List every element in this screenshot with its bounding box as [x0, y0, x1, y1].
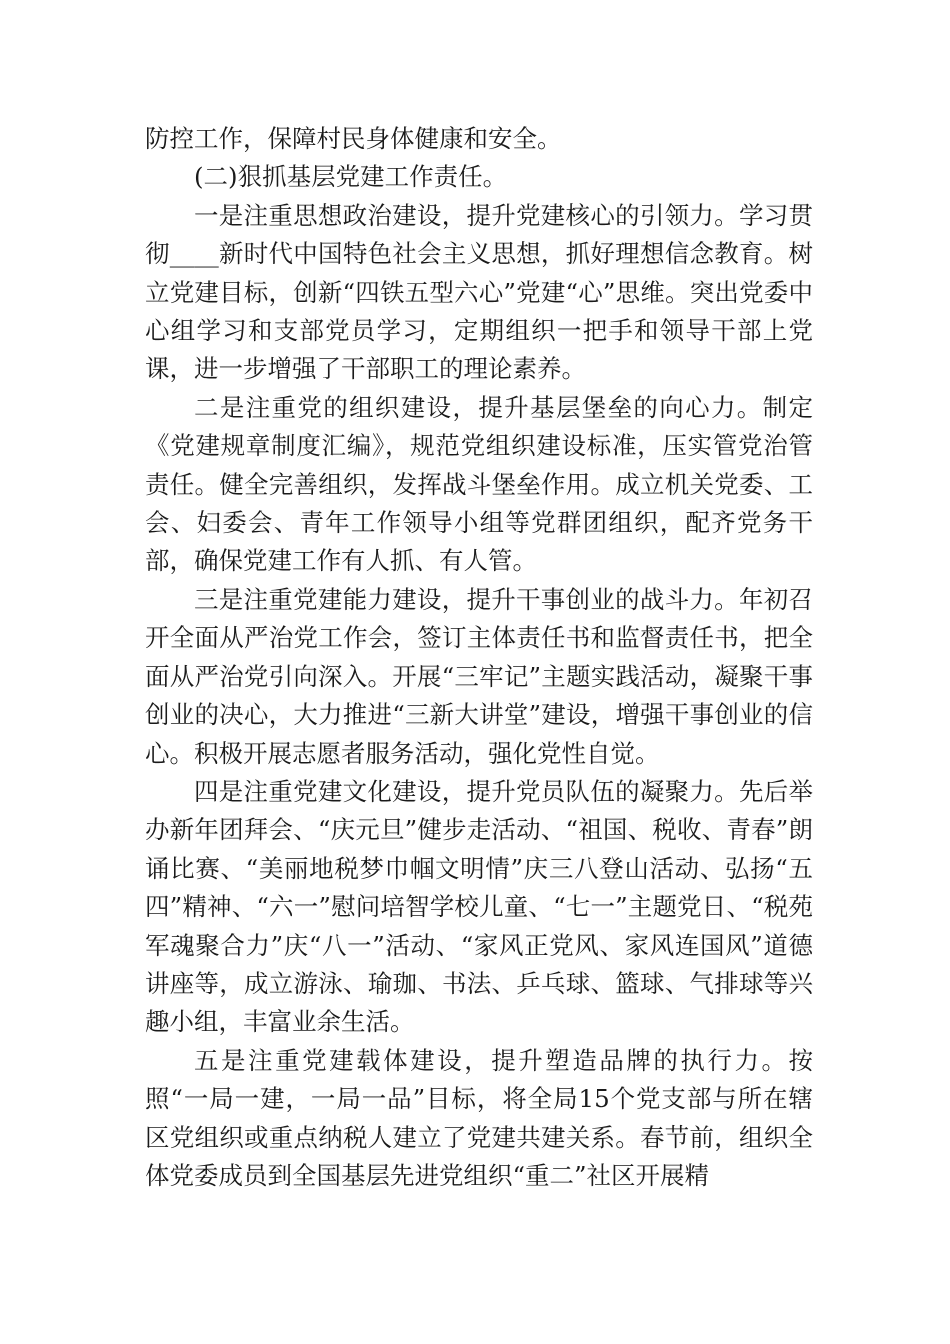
- paragraph-continuation: 防控工作，保障村民身体健康和安全。: [145, 124, 562, 153]
- paragraph-carrier-construction: 五是注重党建载体建设，提升塑造品牌的执行力。按照“一局一建，一局一品”目标，将全局15个党支部与所在辖区党组织或重点纳税人建立了党建共建关系。春节前，组织全体党委成员到全国基层先进党组织“重二”社区开展精: [145, 1045, 813, 1190]
- paragraph-capability-construction: 三是注重党建能力建设，提升干事创业的战斗力。年初召开全面从严治党工作会，签订主体责任书和监督责任书，把全面从严治党引向深入。开展“三牢记”主题实践活动，凝聚干事创业的决心，大力推进“三新大讲堂”建设，增强干事创业的信心。积极开展志愿者服务活动，强化党性自觉。: [145, 584, 813, 768]
- paragraph-political-construction: 一是注重思想政治建设，提升党建核心的引领力。学习贯彻____新时代中国特色社会主义思想，抓好理想信念教育。树立党建目标，创新“四铁五型六心”党建“心”思维。突出党委中心组学习和支部党员学习，定期组织一把手和领导干部上党课，进一步增强了干部职工的理论素养。: [145, 200, 813, 384]
- document-body: [145, 120, 813, 1195]
- paragraph-culture-construction: 四是注重党建文化建设，提升党员队伍的凝聚力。先后举办新年团拜会、“庆元旦”健步走活动、“祖国、税收、青春”朗诵比赛、“美丽地税梦巾帼文明情”庆三八登山活动、弘扬“五四”精神、“六一”慰问培智学校儿童、“七一”主题党日、“税苑军魂聚合力”庆“八一”活动、“家风正党风、家风连国风”道德讲座等，成立游泳、瑜珈、书法、乒乓球、篮球、气排球等兴趣小组，丰富业余生活。: [145, 776, 813, 1037]
- section-heading: (二)狠抓基层党建工作责任。: [194, 162, 508, 192]
- paragraph-organization-construction: 二是注重党的组织建设，提升基层堡垒的向心力。制定《党建规章制度汇编》，规范党组织建设标准，压实管党治管责任。健全完善组织，发挥战斗堡垒作用。成立机关党委、工会、妇委会、青年工作领导小组等党群团组织，配齐党务干部，确保党建工作有人抓、有人管。: [145, 392, 813, 576]
